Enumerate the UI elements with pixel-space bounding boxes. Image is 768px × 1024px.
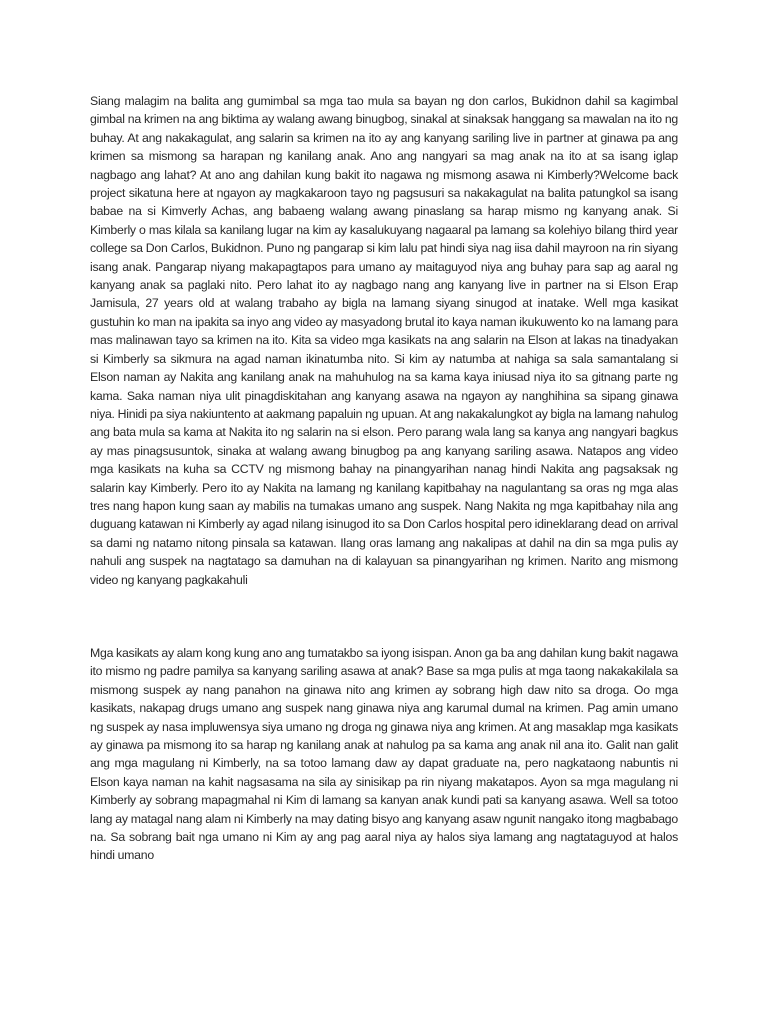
document-page [90,92,678,865]
paragraph-2: Mga kasikats ay alam kong kung ano ang tumatakbo sa iyong isispan. Anon ga ba ang dahilan kung bakit nagawa ito mismo ng padre pamilya sa kanyang sariling asawa at anak? Base sa mga pulis at mga taong nakakakilala sa mismong suspek ay nang panahon na ginawa nito ang krimen ay sobrang high daw nito sa droga. Oo mga kasikats, nakapag drugs umano ang suspek nang ginawa niya ang karumal dumal na krimen. Pag amin umano ng suspek ay nasa impluwensya siya umano ng droga ng ginawa niya ang krimen. At ang masaklap mga kasikats ay ginawa pa mismong ito sa harap ng kanilang anak at nahulog pa sa kama ang anak nil ana ito. Galit nan galit ang mga magulang ni Kimberly, na sa totoo lamang daw ay dapat graduate na, pero nagkataong nabuntis ni Elson kaya naman na kahit nagsasama na sila ay sinisikap pa rin niyang makatapos. Ayon sa mga magulang ni Kimberly ay sobrang mapagmahal ni Kim di lamang sa kanyan anak kundi pati sa kanyang asawa. Well sa totoo lang ay matagal nang alam ni Kimberly na may dating bisyo ang kanyang asaw ngunit nangako itong magbabago na. Sa sobrang bait nga umano ni Kim ay ang pag aaral niya ay halos siya lamang ang nagtataguyod at halos hindi umano [90,645,678,863]
paragraph-1: Siang malagim na balita ang gumimbal sa mga tao mula sa bayan ng don carlos, Bukidnon dahil sa kagimbal gimbal na krimen na ang biktima ay walang awang binugbog, sinakal at sinaksak hanggang sa mawalan na ito ng buhay. At ang nakakagulat, ang salarin sa krimen na ito ay ang kanyang sariling live in partner at ginawa pa ang krimen sa mismong sa harapan ng kanilang anak. Ano ang nangyari sa mag anak na ito at sa isang iglap nagbago ang lahat? At ano ang dahilan kung bakit ito nagawa ng mismong asawa ni Kimberly?Welcome back project sikatuna here at ngayon ay magkakaroon tayo ng pagsusuri sa nakakagulat na balita patungkol sa isang babae na si Kimverly Achas, ang babaeng walang awang pinaslang sa harap mismo ng kanyang anak. Si Kimberly o mas kilala sa kanilang lugar na kim ay kasalukuyang nagaaral pa lamang sa kolehiyo bilang third year college sa Don Carlos, Bukidnon. Puno ng pangarap si kim lalu pat hindi siya nag iisa dahil mayroon na rin siyang isang anak. Pangarap niyang makapagtapos para umano ay maitaguyod niya ang buhay para sap ag aaral ng kanyang anak sa paglaki nito. Pero lahat ito ay nagbago nang ang kanyang live in partner na si Elson Erap Jamisula, 27 years old at walang trabaho ay bigla na lamang siyang sinugod at inatake. Well mga kasikat gustuhin ko man na ipakita sa inyo ang video ay masyadong brutal ito kaya naman ikukuwento ko na lamang para mas malinawan tayo sa krimen na ito. Kita sa video mga kasikats na ang salarin na Elson at lakas na tinadyakan si Kimberly sa sikmura na agad naman ikinatumba nito. Si kim ay natumba at nahiga sa sala samantalang si Elson naman ay Nakita ang kanilang anak na mahuhulog na sa kama kaya iniusad niya ito sa gitnang parte ng kama. Saka naman niya ulit pinagdiskitahan ang kanyang asawa na ngayon ay nanghihina sa sipang ginawa niya. Hinidi pa siya nakiuntento at aakmang papaluin ng upuan. At ang nakakalungkot ay bigla na lamang nahulog ang bata mula sa kama at Nakita ito ng salarin na si elson. Pero parang wala lang sa kanya ang nangyari bagkus ay mas pinagsusuntok, sinaka at walang awang binugbog pa ang kanyang sariling asawa. Natapos ang video mga kasikats na kuha sa CCTV ng mismong bahay na pinangyarihan nanag hindi Nakita ang pagsaksak ng salarin kay Kimberly. Pero ito ay Nakita na lamang ng kanilang kapitbahay na nagulantang sa oras ng mga alas tres nang hapon kung saan ay mabilis na tumakas umano ang suspek. Nang Nakita ng mga kapitbahay nila ang duguang katawan ni Kimberly ay agad nilang isinugod ito sa Don Carlos hospital pero idineklarang dead on arrival sa dami ng natamo nitong pinsala sa katawan. Ilang oras lamang ang nakalipas at dahil na din sa mga pulis ay nahuli ang suspek na nagtatago sa damuhan na di kalayuan sa pinangyarihan ng krimen. Narito ang mismong video ng kanyang pagkakahuli [90,94,678,587]
